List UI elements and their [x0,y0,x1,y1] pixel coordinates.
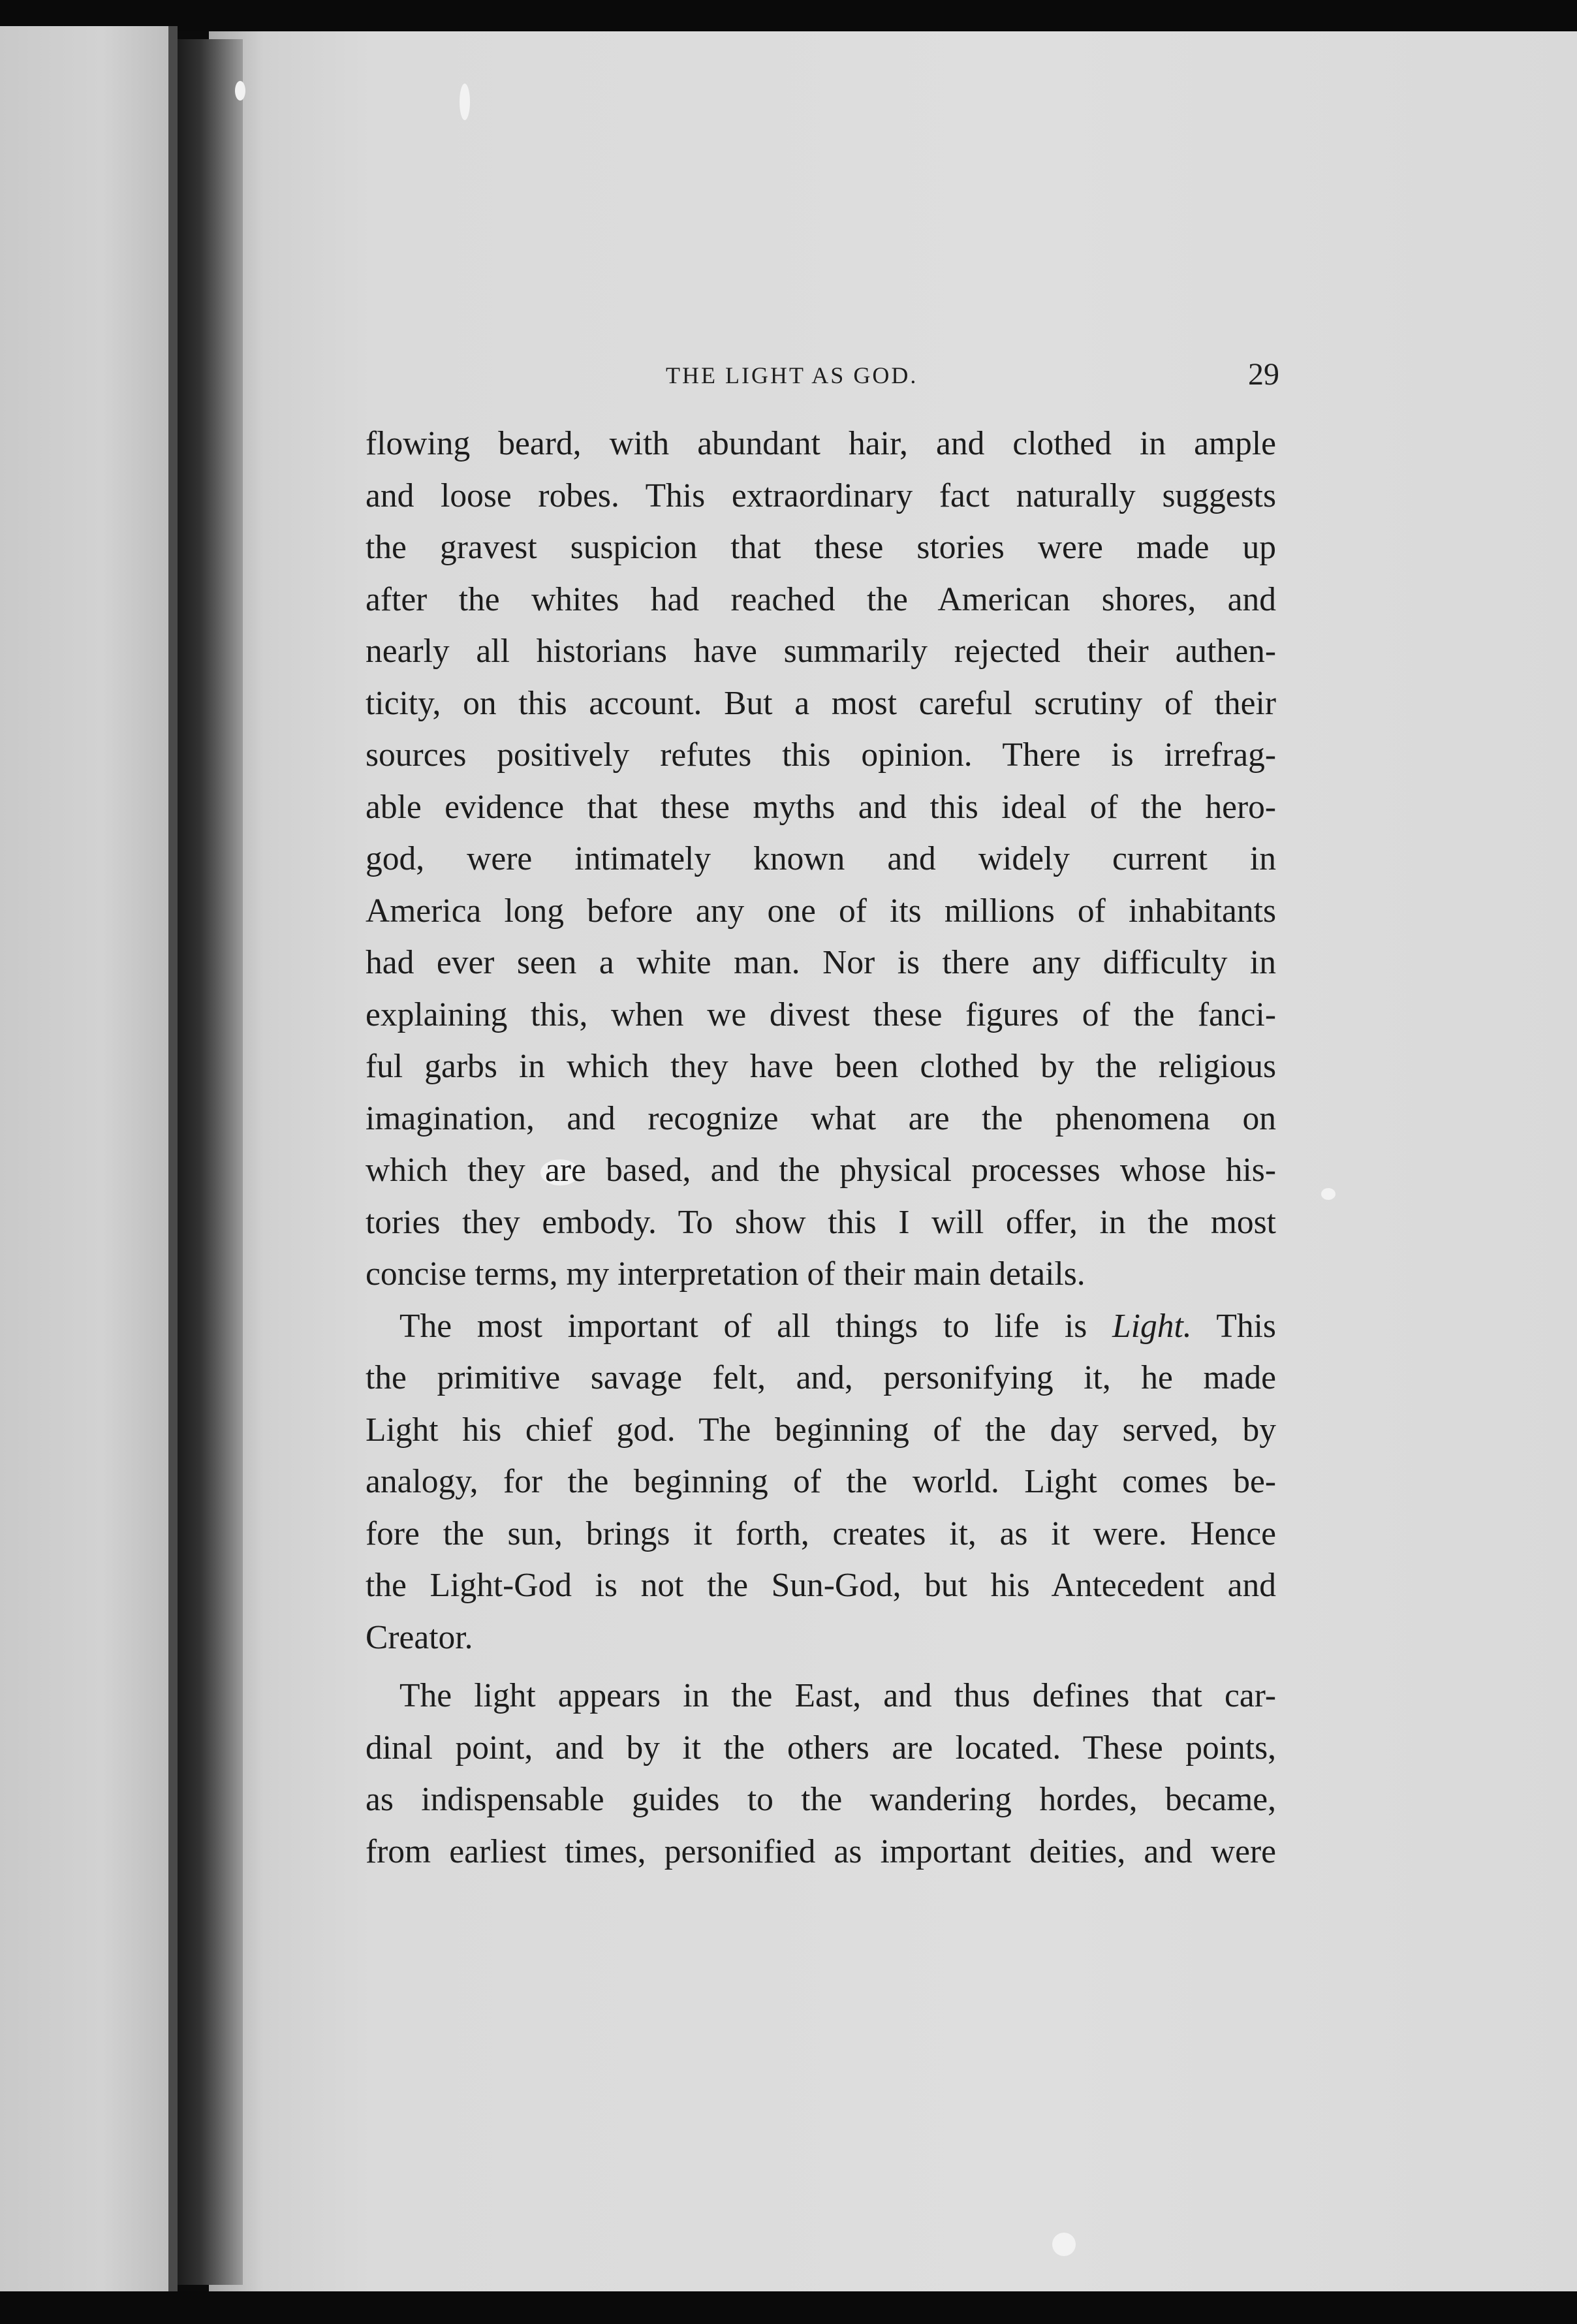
page-fold-line [168,26,178,2291]
text-line: ticity, on this account. But a most careful scrutiny of their [366,684,1276,722]
text-line: analogy, for the beginning of the world. Light comes be- [366,1463,1276,1500]
text-line: the gravest suspicion that these stories were made up [366,529,1276,566]
text-line: Creator. [366,1618,473,1656]
text-line: dinal point, and by it the others are located. These points, [366,1729,1276,1767]
text-line: nearly all historians have summarily rejected their authen- [366,633,1276,670]
text-line: god, were intimately known and widely current in [366,840,1276,877]
text-line: had ever seen a white man. Nor is there any difficulty in [366,944,1276,981]
text-line: the primitive savage felt, and, personifying it, he made [366,1359,1276,1396]
text-line: after the whites had reached the American shores, and [366,580,1276,618]
paragraph [366,1300,1276,1664]
scan-speck [1052,2233,1076,2256]
text-line: fore the sun, brings it forth, creates it, as it were. Hence [366,1515,1276,1552]
emphasis-text: Light. [1112,1307,1192,1345]
running-head [366,353,1279,405]
scan-speck [1321,1188,1335,1200]
text-line: imagination, and recognize what are the phenomena on [366,1099,1276,1137]
scan-speck [460,84,470,120]
paragraph-gap [366,1663,1276,1670]
text-line: able evidence that these myths and this ideal of the hero- [366,788,1276,826]
text-line: sources positively refutes this opinion. There is irrefrag- [366,736,1276,774]
text-line: which they are based, and the physical processes whose his- [366,1152,1276,1189]
text-line: The most important of all things to life is Light. This [399,1307,1276,1345]
text-line: and loose robes. This extraordinary fact naturally suggests [366,477,1276,514]
text-line: flowing beard, with abundant hair, and clothed in ample [366,425,1276,462]
body-text [366,418,1276,1877]
text-line: as indispensable guides to the wandering hordes, became, [366,1781,1276,1818]
text-line: Light his chief god. The beginning of the day served, by [366,1411,1276,1449]
scan-top-border [0,0,1577,31]
text-line: the Light-God is not the Sun-God, but his Antecedent and [366,1567,1276,1604]
left-page-edge [0,26,171,2291]
text-line: from earliest times, personified as important deities, and were [366,1832,1276,1870]
paragraph [366,418,1276,1300]
text-line: concise terms, my interpretation of their main details. [366,1255,1085,1293]
text-line: ful garbs in which they have been clothed by the religious [366,1048,1276,1085]
scan-speck [235,81,245,101]
scan-bottom-border [0,2291,1577,2324]
running-head-title: THE LIGHT AS GOD. [666,362,918,388]
text-line: tories they embody. To show this I will offer, in the most [366,1203,1276,1241]
text-line: explaining this, when we divest these figures of the fanci- [366,996,1276,1033]
text-line: America long before any one of its millions of inhabitants [366,892,1276,930]
text-line: The light appears in the East, and thus defines that car- [399,1677,1276,1714]
page-number: 29 [1248,357,1279,392]
paragraph [366,1670,1276,1877]
gutter-shadow [178,39,243,2285]
